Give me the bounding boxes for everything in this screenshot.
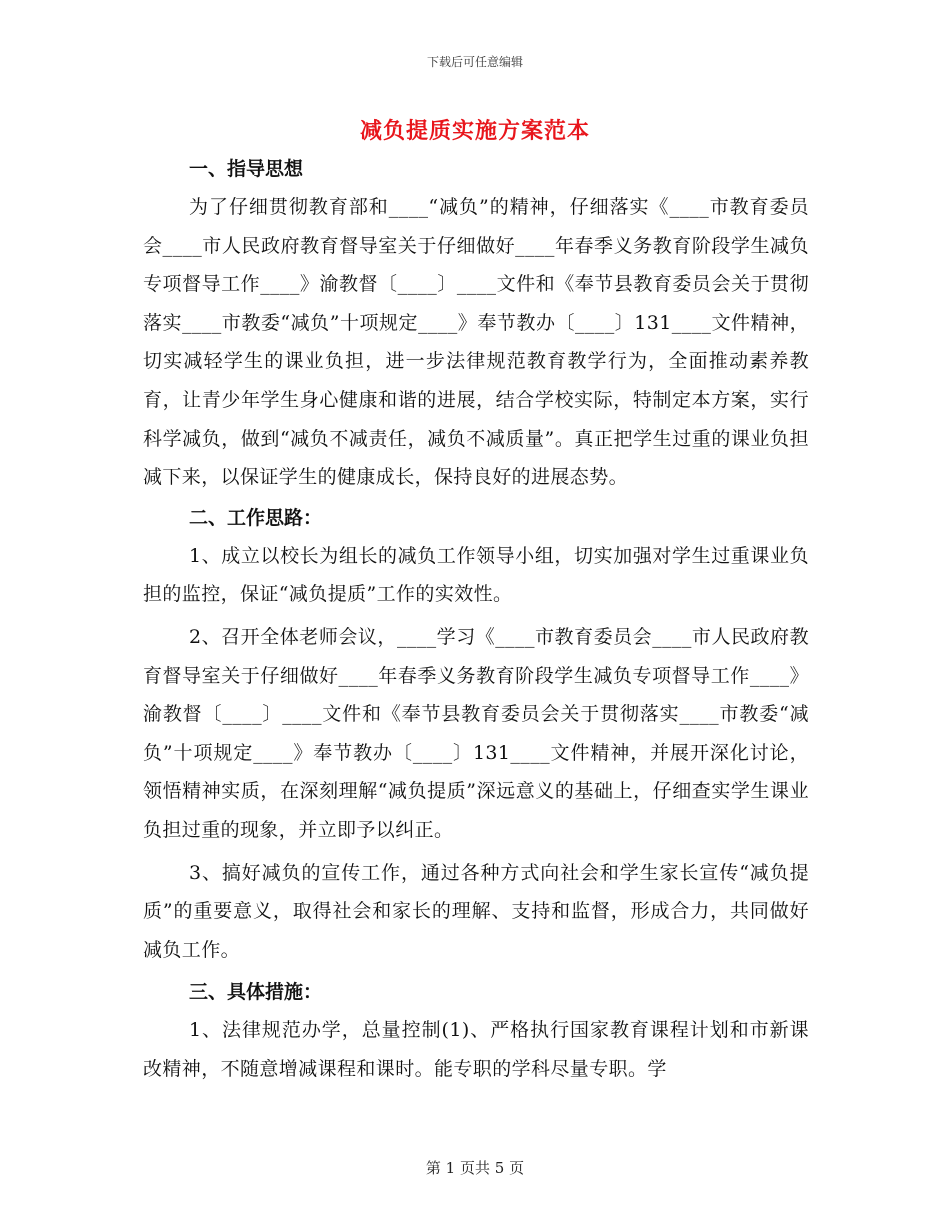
section-heading-3: 三、具体措施：: [189, 981, 323, 1004]
section-1-paragraph-1: 为了仔细贯彻教育部和____“减负”的精神，仔细落实《____市教育委员会____市人民政府教育督导室关于仔细做好____年春季义务教育阶段学生减负专项督导工作____》渝教督〔____〕____文件和《奉节县教育委员会关于贯彻落实____市教委“减负”十项规定____》奉节教办〔____〕131____文件精神，切实减轻学生的课业负担，进一步法律规范教育教学行为，全面推动素养教育，让青少年学生身心健康和谐的进展，结合学校实际，特制定本方案，实行科学减负，做到“减负不减责任，减负不减质量”。真正把学生过重的课业负担减下来，以保证学生的健康成长，保持良好的进展态势。: [143, 196, 809, 489]
section-2-paragraph-3: 3、搞好减负的宣传工作，通过各种方式向社会和学生家长宣传“减负提质”的重要意义，取得社会和家长的理解、支持和监督，形成合力，共同做好减负工作。: [143, 861, 809, 961]
section-2-paragraph-1: 1、成立以校长为组长的减负工作领导小组，切实加强对学生过重课业负担的监控，保证“减负提质”工作的实效性。: [143, 544, 809, 606]
document-title: 减负提质实施方案范本: [359, 118, 590, 144]
section-2-paragraph-2: 2、召开全体老师会议，____学习《____市教育委员会____市人民政府教育督导室关于仔细做好____年春季义务教育阶段学生减负专项督导工作____》渝教督〔____〕____文件和《奉节县教育委员会关于贯彻落实____市教委“减负”十项规定____》奉节教办〔____〕131____文件精神，并展开深化讨论，领悟精神实质，在深刻理解“减负提质”深远意义的基础上，仔细查实学生课业负担过重的现象，并立即予以纠正。: [143, 625, 809, 841]
section-heading-2: 二、工作思路：: [189, 506, 323, 529]
section-3-paragraph-1: 1、法律规范办学，总量控制(1)、严格执行国家教育课程计划和市新课改精神，不随意增减课程和课时。能专职的学科尽量专职。学: [143, 1019, 809, 1080]
page-footer: 第 1 页共 5 页: [425, 1159, 525, 1177]
section-heading-1: 一、指导思想: [189, 158, 304, 180]
document-body: [143, 152, 809, 1092]
header-note: 下载后可任意编辑: [426, 55, 523, 69]
